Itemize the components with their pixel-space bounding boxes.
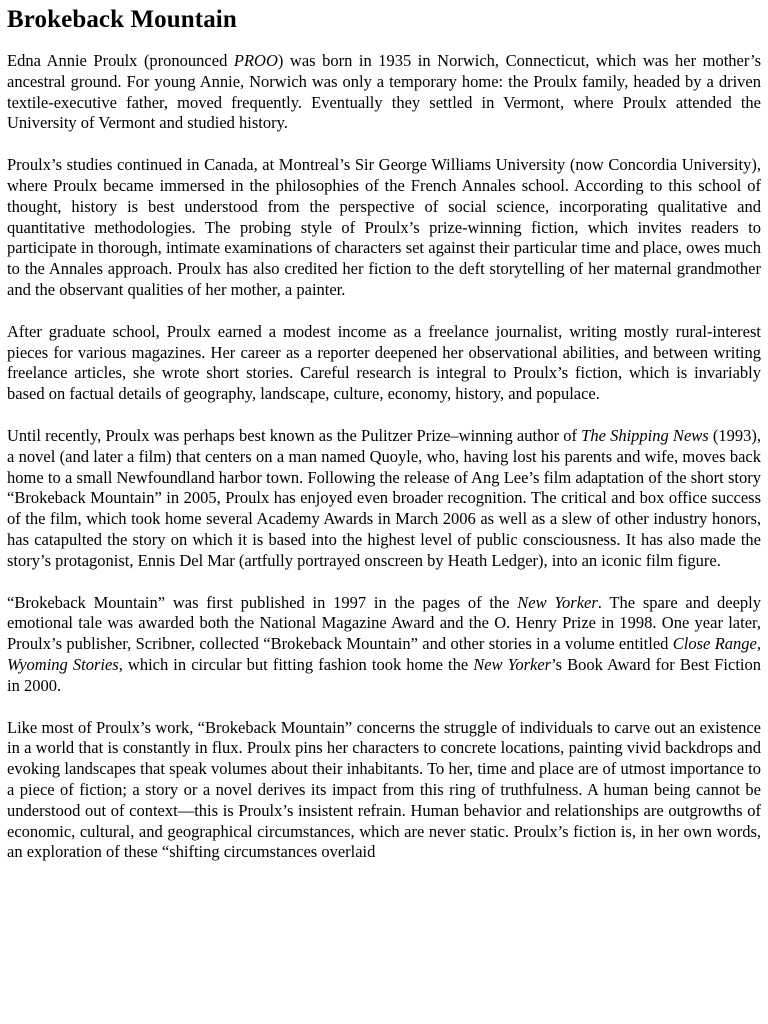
text-run: Proulx’s studies continued in Canada, at Montreal’s Sir George Williams University (now Concordia University), where Proulx became immersed in the philosophies of the French Annales school. According to this school of thought, history is best understood from the perspective of social science, incorporating qualitative and quantitative methodologies. The probing style of Proulx’s prize-winning fiction, which invites readers to participate in thorough, intimate examinations of characters set against their particular time and place, owes much to the Annales approach. Proulx has also credited her fiction to the deft storytelling of her maternal grandmother and the observant qualities of her mother, a painter. <box>7 155 761 299</box>
text-run: Like most of Proulx’s work, “Brokeback Mountain” concerns the struggle of individuals to carve out an existence in a world that is constantly in flux. Proulx pins her characters to concrete locations, painting vivid backdrops and evoking landscapes that speak volumes about their inhabitants. To her, time and place are of utmost importance to a piece of fiction; a story or a novel derives its impact from this ring of truthfulness. A human being cannot be understood out of context—this is Proulx’s insistent refrain. Human behavior and relationships are outgrowths of economic, cultural, and geographical circumstances, which are never static. Proulx’s fiction is, in her own words, an exploration of these “shifting circumstances overlaid <box>7 717 761 862</box>
text-run: ) was born in 1935 in Norwich, Connecticut, which was her mother’s ancestral ground. For young Annie, Norwich was only a temporary home: the Proulx family, headed by a driven textile-executive father, moved frequently. Eventually they settled in Vermont, where Proulx attended the University of Vermont and studied history. <box>7 51 761 133</box>
italic-title: New Yorker <box>473 654 552 674</box>
page-title: Brokeback Mountain <box>7 6 237 33</box>
paragraph-4 <box>7 426 761 572</box>
paragraph-6 <box>7 718 761 864</box>
text-run: Until recently, Proulx was perhaps best known as the Pulitzer Prize–winning author of <box>7 425 582 445</box>
paragraph-3 <box>7 322 761 405</box>
text-run: ’s Book Award for Best Fiction in 2000. <box>7 654 761 695</box>
text-run: , which in circular but fitting fashion took home the <box>118 654 474 674</box>
paragraph-2 <box>7 155 761 301</box>
text-run: After graduate school, Proulx earned a modest income as a freelance journalist, writing mostly rural-interest pieces for various magazines. Her career as a reporter deepened her observational abilities, and between writing freelance articles, she wrote short stories. Careful research is integral to Proulx’s fiction, which is invariably based on factual details of geography, landscape, culture, economy, history, and populace. <box>7 321 761 404</box>
italic-title: New Yorker <box>517 592 598 612</box>
text-run: “Brokeback Mountain” was first published in 1997 in the pages of the <box>7 592 518 612</box>
paragraph-5 <box>7 593 761 697</box>
text-run: Edna Annie Proulx (pronounced <box>7 51 234 70</box>
text-run: . The spare and deeply emotional tale was awarded both the National Magazine Award and the O. Henry Prize in 1998. One year later, Proulx’s publisher, Scribner, collected “Brokeback Mountain” and other stories in a volume entitled <box>7 592 761 654</box>
italic-title: Close Range, Wyoming Stories <box>7 634 761 674</box>
document-body <box>7 51 761 863</box>
text-run: (1993), a novel (and later a film) that centers on a man named Quoyle, who, having lost his parents and wife, moves back home to a small Newfoundland harbor town. Following the release of Ang Lee’s film adaptation of the short story “Brokeback Mountain” in 2005, Proulx has enjoyed even broader recognition. The critical and box office success of the film, which took home several Academy Awards in March 2006 as well as a slew of other industry honors, has catapulted the story on which it is based into the highest level of public consciousness. It has also made the story’s protagonist, Ennis Del Mar (artfully portrayed onscreen by Heath Ledger), into an iconic film figure. <box>7 425 761 570</box>
italic-title: The Shipping News <box>581 425 709 445</box>
italic-title: PROO <box>233 51 278 70</box>
paragraph-1 <box>7 51 761 134</box>
